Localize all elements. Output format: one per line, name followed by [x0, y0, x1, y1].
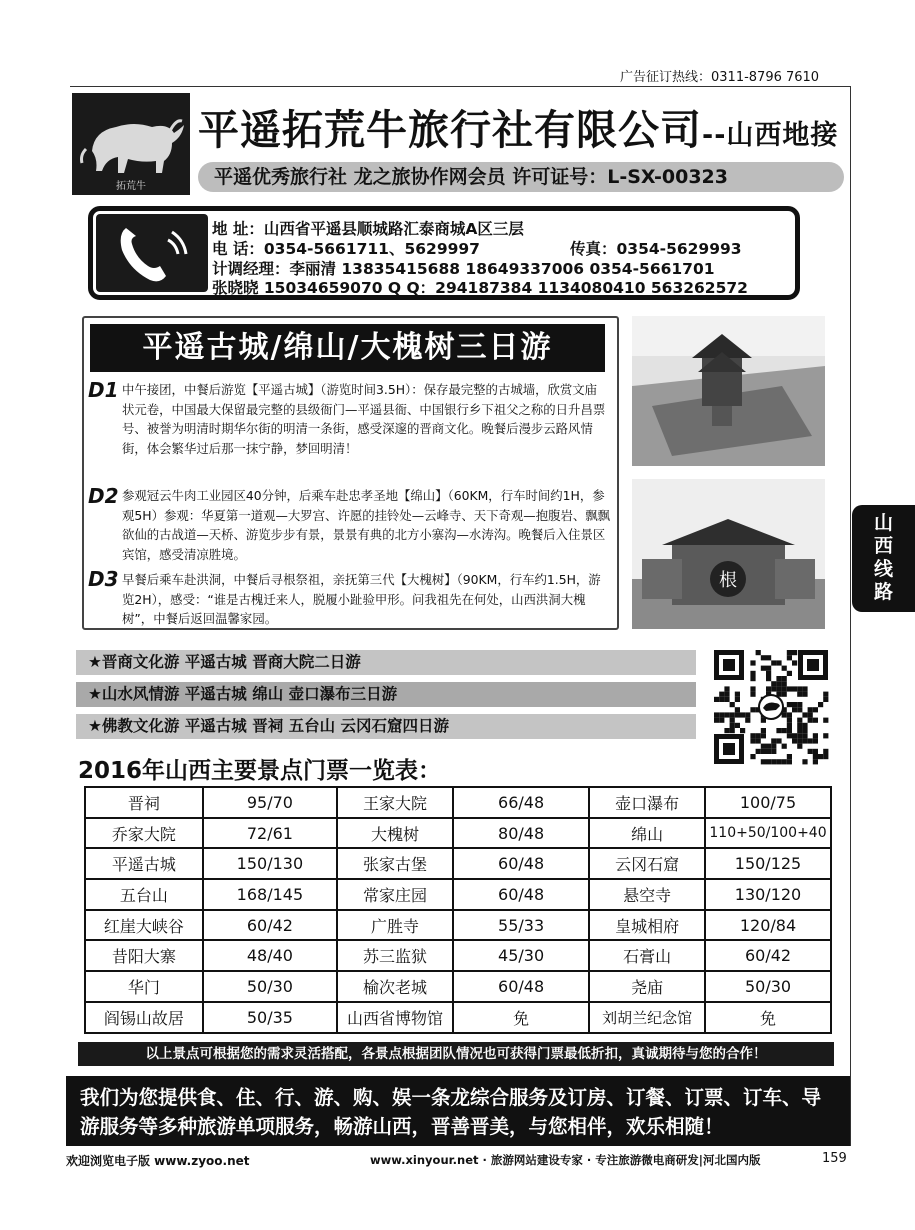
ticket-row: [85, 1002, 831, 1033]
company-title: 平遥拓荒牛旅行社有限公司: [198, 106, 702, 154]
ticket-table: [84, 786, 832, 1034]
day-label: D2: [88, 484, 119, 508]
ticket-price: 72/61: [203, 818, 337, 849]
service-banner: 我们为您提供食、住、行、游、购、娱一条龙综合服务及订房、订餐、订票、订车、导游服务等多种旅游单项服务，畅游山西，晋善晋美，与您相伴，欢乐相随！: [66, 1076, 850, 1146]
ticket-price: 168/145: [203, 879, 337, 910]
ticket-row: [85, 971, 831, 1002]
ticket-table-title: 2016年山西主要景点门票一览表：: [78, 758, 442, 784]
tab-char: 西: [873, 535, 893, 557]
ticket-price: 50/30: [705, 971, 831, 1002]
day-text: 早餐后乘车赴洪洞，中餐后寻根祭祖，亲抚第三代【大槐树】（90KM，行车约1.5H，游览2H），感受：“谁是古槐迁来人，脱履小趾验甲形。问我祖先在何处，山西洪洞大槐树”，中餐后返回温馨家园。: [122, 572, 601, 626]
ticket-site: 皇城相府: [589, 910, 705, 941]
ticket-price: 60/42: [705, 940, 831, 971]
ticket-note: 以上景点可根据您的需求灵活搭配，各景点根据团队情况也可获得门票最低折扣，真诚期待与您的合作！: [78, 1042, 834, 1066]
ticket-row: [85, 818, 831, 849]
tagline-pill: 平遥优秀旅行社 龙之旅协作网会员 许可证号：L-SX-00323: [198, 162, 844, 192]
ticket-price: 60/48: [453, 848, 589, 879]
ticket-row: [85, 848, 831, 879]
ticket-site: 山西省博物馆: [337, 1002, 453, 1033]
contact-address: 地 址：山西省平遥县顺城路汇泰商城A区三层: [212, 220, 524, 238]
bull-logo: [72, 93, 190, 195]
day-label: D3: [88, 567, 119, 591]
gate-photo: [632, 479, 825, 629]
ticket-site: 尧庙: [589, 971, 705, 1002]
route-item: ★佛教文化游 平遥古城 晋祠 五台山 云冈石窟四日游: [76, 714, 696, 739]
contact-manager: 计调经理：李丽清 13835415688 18649337006 0354-5661701: [212, 260, 715, 278]
ticket-site: 绵山: [589, 818, 705, 849]
ticket-site: 红崖大峡谷: [85, 910, 203, 941]
contact-phone: 电 话：0354-5661711、5629997: [212, 240, 480, 258]
company-name: [198, 97, 838, 156]
ticket-site: 榆次老城: [337, 971, 453, 1002]
divider: [70, 86, 850, 87]
ancient-city-photo: [632, 316, 825, 466]
ticket-price: 48/40: [203, 940, 337, 971]
ticket-site: 五台山: [85, 879, 203, 910]
ticket-site: 乔家大院: [85, 818, 203, 849]
company-suffix: --山西地接: [702, 120, 839, 151]
gate-sign: 根: [719, 570, 737, 591]
route-item: ★晋商文化游 平遥古城 晋商大院二日游: [76, 650, 696, 675]
ticket-site: 华门: [85, 971, 203, 1002]
ticket-site: 晋祠: [85, 787, 203, 818]
day-text: 参观冠云牛肉工业园区40分钟，后乘车赴忠孝圣地【绵山】（60KM，行车时间约1H，参观5H）参观：华夏第一道观—大罗宫、许愿的挂铃处—云峰寺、天下奇观—抱腹岩、飘飘欲仙的古战道—天桥、游览步步有景，景景有典的北方小寨沟—水涛沟。晚餐后入住景区宾馆，感受清凉胜境。: [122, 488, 611, 562]
ticket-site: 苏三监狱: [337, 940, 453, 971]
ticket-site: 张家古堡: [337, 848, 453, 879]
ticket-price: 150/130: [203, 848, 337, 879]
day-label: D1: [88, 378, 119, 402]
footer-right[interactable]: www.xinyour.net · 旅游网站建设专家 · 专注旅游微电商研发|河北国内版: [370, 1153, 761, 1167]
ticket-site: 大槐树: [337, 818, 453, 849]
ticket-price: 120/84: [705, 910, 831, 941]
tab-char: 线: [873, 558, 893, 580]
ticket-price: 80/48: [453, 818, 589, 849]
footer-left[interactable]: 欢迎浏览电子版 www.zyoo.net: [66, 1154, 250, 1168]
ticket-site: 昔阳大寨: [85, 940, 203, 971]
ticket-price: 60/48: [453, 879, 589, 910]
ticket-price: 45/30: [453, 940, 589, 971]
phone-icon: [96, 214, 208, 292]
qr-code[interactable]: [712, 648, 830, 766]
ticket-price: 66/48: [453, 787, 589, 818]
ticket-row: [85, 940, 831, 971]
ticket-price: 95/70: [203, 787, 337, 818]
ticket-row: [85, 787, 831, 818]
tab-char: 山: [873, 512, 893, 534]
ticket-site: 悬空寺: [589, 879, 705, 910]
ticket-site: 云冈石窟: [589, 848, 705, 879]
ticket-price: 免: [453, 1002, 589, 1033]
ticket-price: 免: [705, 1002, 831, 1033]
contact-manager-2: 张晓晓 15034659070 Q Q：294187384 1134080410 563262572: [212, 279, 748, 297]
ticket-price: 100/75: [705, 787, 831, 818]
ticket-site: 王家大院: [337, 787, 453, 818]
ticket-price: 50/35: [203, 1002, 337, 1033]
ticket-price: 150/125: [705, 848, 831, 879]
ticket-row: [85, 879, 831, 910]
ticket-price: 55/33: [453, 910, 589, 941]
page-number: 159: [822, 1151, 847, 1166]
ticket-site: 平遥古城: [85, 848, 203, 879]
logo-text: 拓荒牛: [116, 181, 146, 192]
ticket-price: 130/120: [705, 879, 831, 910]
section-tab: [852, 505, 915, 612]
ticket-site: 刘胡兰纪念馆: [589, 1002, 705, 1033]
ad-hotline: 广告征订热线：0311-8796 7610: [620, 70, 820, 85]
ticket-site: 壶口瀑布: [589, 787, 705, 818]
day-text: 中午接团，中餐后游览【平遥古城】（游览时间3.5H）：保存最完整的古城墙，欣赏文庙状元卷，中国最大保留最完整的县级衙门—平遥县衙、中国银行乡下祖父之称的日升昌票号、被誉为明清时期华尔街的明清一条街，感受深邃的晋商文化。晚餐后漫步云路风情街，体会繁华过后那一抹宁静，梦回明清！: [122, 382, 606, 456]
ticket-price: 60/42: [203, 910, 337, 941]
divider: [850, 86, 851, 1146]
contact-fax: 传真：0354-5629993: [570, 240, 742, 258]
ticket-row: [85, 910, 831, 941]
route-item: ★山水风情游 平遥古城 绵山 壶口瀑布三日游: [76, 682, 696, 707]
ticket-price: 110+50/100+40: [705, 818, 831, 849]
ticket-price: 60/48: [453, 971, 589, 1002]
ticket-site: 广胜寺: [337, 910, 453, 941]
ticket-site: 石膏山: [589, 940, 705, 971]
ticket-site: 常家庄园: [337, 879, 453, 910]
tour-title: 平遥古城/绵山/大槐树三日游: [90, 324, 605, 372]
ticket-site: 阎锡山故居: [85, 1002, 203, 1033]
ticket-price: 50/30: [203, 971, 337, 1002]
tab-char: 路: [873, 581, 893, 603]
